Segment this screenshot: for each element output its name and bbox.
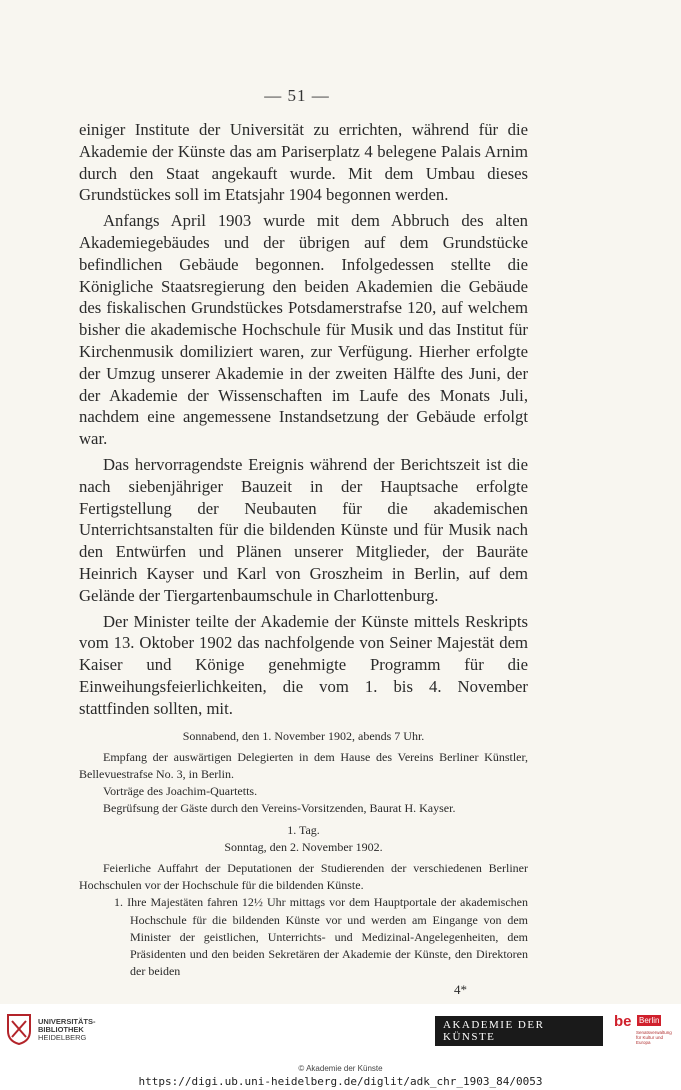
ub-logo-text: UNIVERSITÄTS- BIBLIOTHEK HEIDELBERG <box>38 1017 96 1042</box>
program-item-1: Empfang der auswärtigen Delegierten in dem Hause des Vereins Berliner Künstler, Bellevuestrafse No. 3, in Berlin. <box>79 749 528 781</box>
source-url-link[interactable]: https://digi.ub.uni-heidelberg.de/diglit/adk_chr_1903_84/0053 <box>138 1075 543 1088</box>
copyright-notice: © Akademie der Künste <box>298 1064 383 1073</box>
paragraph-2: Anfangs April 1903 wurde mit dem Abbruch des alten Akademiegebäudes und der übrigen auf dem Grundstücke befindlichen Gebäude begonnen. Infolgedessen stellte die Königliche Staatsregierung den beiden Akademien die Gebäude des fiskalischen Grundstückes Potsdamerstrafse 120, auf welchem bisher die akademische Hochschule für Musik und das Institut für Kirchenmusik domiliziert waren, zur Verfügung. Hierher erfolgte der Umzug unserer Akademie in der zweiten Hälfte des Juni, der der Akademie der Wissenschaften im Laufe des Monats Juli, nachdem eine angemessene Instandsetzung der Gebäude erfolgt war. <box>79 211 528 449</box>
berlin-tagline: Senatsverwaltung für Kultur und Europa <box>636 1030 672 1045</box>
berlin-be-text: be <box>614 1013 632 1030</box>
berlin-senate-logo[interactable] <box>614 1012 674 1052</box>
paragraph-4: Der Minister teilte der Akademie der Künste mittels Reskripts vom 13. Oktober 1902 das nachfolgende von Seiner Majestät dem Kaiser und Könige genehmigte Programm für die Einweihungsfeierlichkeiten, die vom 1. bis 4. November stattfinden sollten, mit. <box>79 611 528 718</box>
ub-heidelberg-logo[interactable] <box>6 1013 146 1047</box>
paragraph-3: Das hervorragendste Ereignis während der Berichtszeit ist die nach siebenjähriger Bauzeit in der Hauptsache erfolgte Fertigstellung der Neubauten für die akademischen Unterrichtsanstalten für die bildenden Künste und für Musik nach den Entwürfen und Plänen unserer Mitglieder, der Bauräte Heinrich Kayser und Karl von Groszheim in Berlin, auf dem Gelände der Tiergartenbaumschule in Charlottenburg. <box>79 454 528 605</box>
paragraph-1: einiger Institute der Universität zu errichten, während für die Akademie der Künste das am Pariserplatz 4 belegene Palais Arnim durch den Staat angekauft wurde. Mit dem Umbau dieses Grundstückes soll im Etatsjahr 1904 begonnen werden. <box>79 120 528 205</box>
program-heading-2: Sonntag, den 2. November 1902. <box>224 839 383 854</box>
program-item-5: 1. Ihre Majestäten fahren 12½ Uhr mittags vor dem Hauptportale der akademischen Hochschule für die bildenden Künste vor und werden am Eingange von dem Minister der geistlichen, Unterrichts- und Medizinal-Angelegenheiten, dem Präsidenten und den beiden Sekretären der Akademie der Künste, den Direktoren der beiden <box>114 895 528 979</box>
berlin-box-text: Berlin <box>639 1016 660 1025</box>
program-item-3: Begrüfsung der Gäste durch den Vereins-Vorsitzenden, Baurat H. Kayser. <box>103 801 456 816</box>
program-heading-1: Sonnabend, den 1. November 1902, abends 7 Uhr. <box>182 728 425 743</box>
page-number: — 51 — <box>264 86 330 105</box>
signature-mark: 4* <box>454 982 467 998</box>
body-text <box>79 119 528 998</box>
akademie-der-kuenste-logo[interactable] <box>434 1015 604 1047</box>
program-item-4: Feierliche Auffahrt der Deputationen der Studierenden der verschiedenen Berliner Hochschulen vor der Hochschule für die bildenden Künste. <box>79 860 528 893</box>
akademie-logo-text: AKADEMIE DER KÜNSTE <box>434 1015 604 1047</box>
program-item-2: Vorträge des Joachim-Quartetts. <box>103 784 258 799</box>
ub-shield-icon <box>6 1013 32 1045</box>
program-day: 1. Tag. <box>287 822 320 837</box>
